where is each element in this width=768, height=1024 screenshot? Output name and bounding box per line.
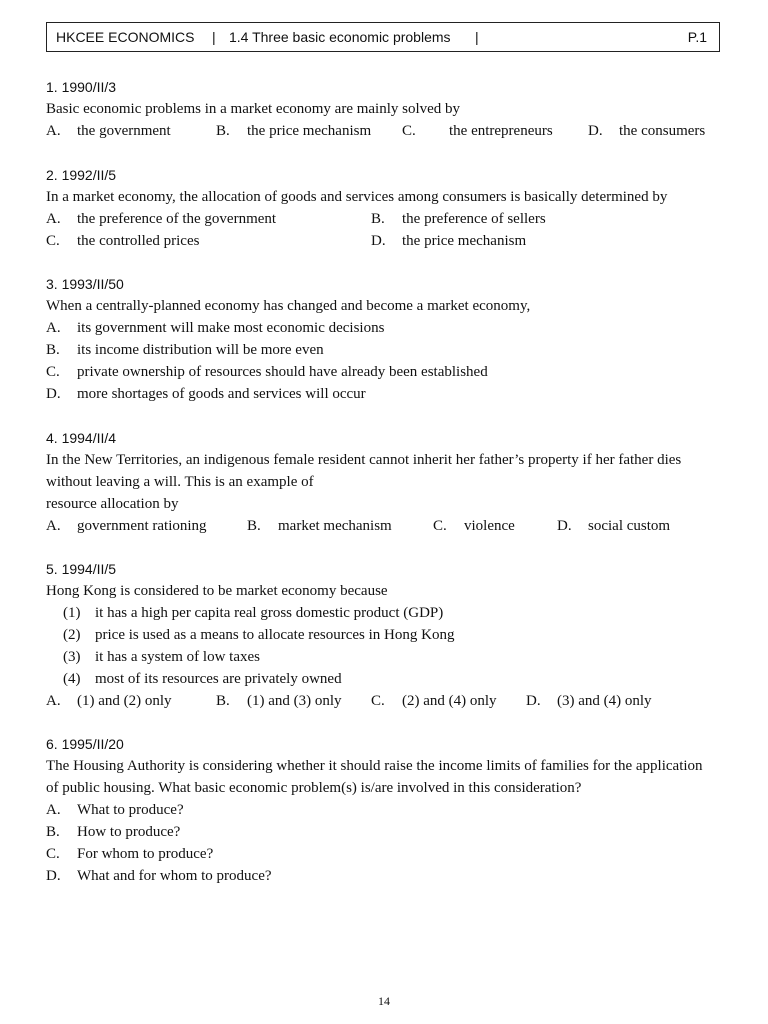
question-stem: In the New Territories, an indigenous female resident cannot inherit her father’s property if her father dies bbox=[46, 452, 682, 468]
option-b: B. (1) and (3) only bbox=[216, 693, 342, 709]
question-id: 3. 1993/II/50 bbox=[46, 276, 124, 292]
option-c: C. For whom to produce? bbox=[46, 846, 214, 862]
question-4 bbox=[46, 427, 736, 537]
question-stem: When a centrally-planned economy has changed and become a market economy, bbox=[46, 298, 531, 314]
options-row bbox=[46, 515, 736, 537]
header-topic: 1.4 Three basic economic problems bbox=[229, 29, 451, 45]
header-separator: | bbox=[212, 29, 216, 45]
option-b: B. the price mechanism bbox=[216, 123, 372, 139]
header-page: P.1 bbox=[687, 29, 707, 45]
option-c: C. the entrepreneurs bbox=[402, 123, 553, 139]
question-6 bbox=[46, 733, 736, 887]
question-id: 5. 1994/II/5 bbox=[46, 561, 117, 577]
page-number: 14 bbox=[378, 994, 390, 1008]
statement-2: (2) price is used as a means to allocate resources in Hong Kong bbox=[63, 627, 455, 643]
question-id: 1. 1990/II/3 bbox=[46, 79, 117, 95]
option-c: C. (2) and (4) only bbox=[371, 693, 497, 709]
option-d: D. more shortages of goods and services will occur bbox=[46, 386, 366, 402]
option-d: D. the consumers bbox=[588, 123, 706, 139]
option-a: A. (1) and (2) only bbox=[46, 693, 172, 709]
options-row bbox=[46, 230, 736, 252]
question-5 bbox=[46, 558, 736, 712]
options-row bbox=[46, 208, 736, 230]
option-d: D. social custom bbox=[557, 518, 671, 534]
option-d: D. the price mechanism bbox=[371, 233, 527, 249]
statement-1: (1) it has a high per capita real gross domestic product (GDP) bbox=[63, 605, 444, 621]
question-stem: In a market economy, the allocation of goods and services among consumers is basically determined by bbox=[46, 189, 668, 205]
option-a: A. the preference of the government bbox=[46, 211, 277, 227]
header-separator: | bbox=[475, 29, 479, 45]
question-stem: The Housing Authority is considering whether it should raise the income limits of families for the application bbox=[46, 758, 703, 774]
options-row bbox=[46, 690, 736, 712]
option-c: C. violence bbox=[433, 518, 515, 534]
question-stem: without leaving a will. This is an example of bbox=[46, 474, 314, 490]
option-b: B. How to produce? bbox=[46, 824, 181, 840]
question-id: 4. 1994/II/4 bbox=[46, 430, 117, 446]
question-id: 2. 1992/II/5 bbox=[46, 167, 117, 183]
option-c: C. the controlled prices bbox=[46, 233, 200, 249]
question-1 bbox=[46, 76, 736, 142]
option-a: A. its government will make most economic decisions bbox=[46, 320, 385, 336]
question-stem: resource allocation by bbox=[46, 496, 179, 512]
option-c: C. private ownership of resources should have already been established bbox=[46, 364, 488, 380]
option-a: A. What to produce? bbox=[46, 802, 184, 818]
question-stem: of public housing. What basic economic problem(s) is/are involved in this consideration? bbox=[46, 780, 582, 796]
option-d: D. What and for whom to produce? bbox=[46, 868, 272, 884]
option-a: A. the government bbox=[46, 123, 171, 139]
option-d: D. (3) and (4) only bbox=[526, 693, 652, 709]
option-a: A. government rationing bbox=[46, 518, 207, 534]
option-b: B. market mechanism bbox=[247, 518, 392, 534]
options-row bbox=[46, 120, 736, 142]
question-2 bbox=[46, 164, 736, 252]
header-subject: HKCEE ECONOMICS bbox=[56, 29, 195, 45]
statement-4: (4) most of its resources are privately owned bbox=[63, 671, 342, 687]
question-3 bbox=[46, 273, 736, 405]
option-b: B. the preference of sellers bbox=[371, 211, 546, 227]
question-stem: Hong Kong is considered to be market economy because bbox=[46, 583, 388, 599]
option-b: B. its income distribution will be more even bbox=[46, 342, 324, 358]
question-id: 6. 1995/II/20 bbox=[46, 736, 124, 752]
question-stem: Basic economic problems in a market economy are mainly solved by bbox=[46, 101, 461, 117]
statement-3: (3) it has a system of low taxes bbox=[63, 649, 260, 665]
page-header bbox=[46, 22, 720, 52]
